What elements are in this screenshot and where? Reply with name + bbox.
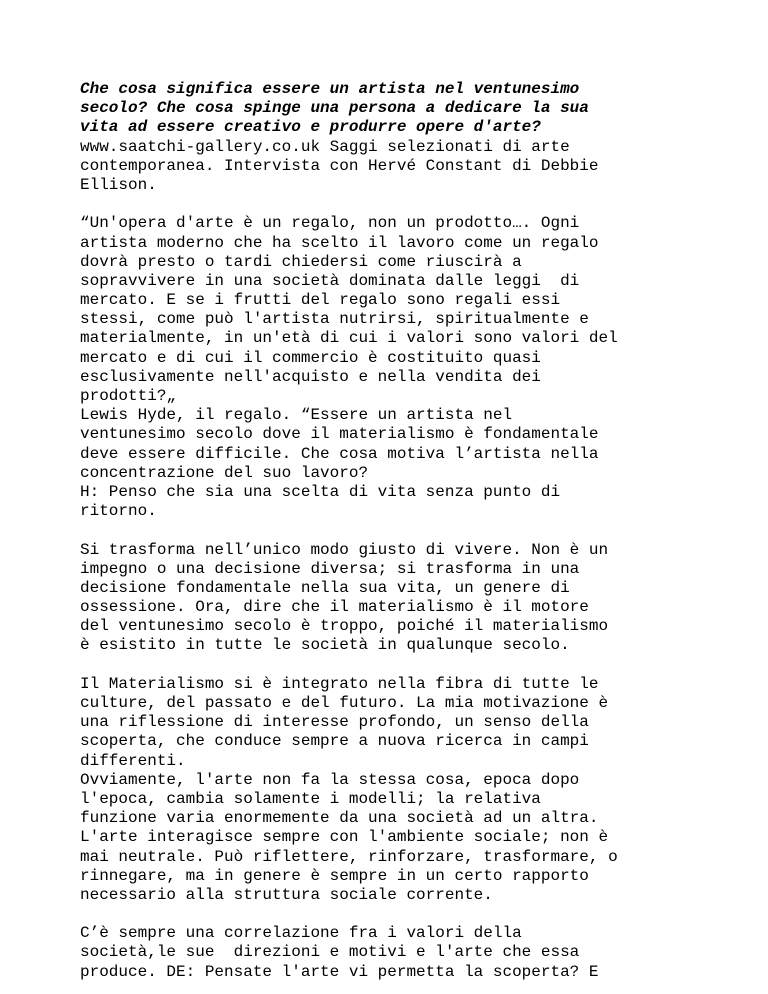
text-line: scoperta, che conduce sempre a nuova ricerca in campi: [80, 732, 589, 751]
text-line: società,le sue direzioni e motivi e l'arte che essa: [80, 943, 580, 962]
text-line: rinnegare, ma in genere è sempre in un certo rapporto: [80, 866, 589, 885]
text-line: materialmente, in un'età di cui i valori sono valori del: [80, 329, 618, 348]
text-line: prodotti?„: [80, 387, 177, 405]
heading-line: Che cosa significa essere un artista nel ventunesimo: [80, 80, 580, 98]
text-line: produce. DE: Pensate l'arte vi permetta la scoperta? E: [80, 962, 599, 981]
paragraph-2: [80, 541, 760, 656]
heading-line: vita ad essere creativo e produrre opere d'arte?: [80, 118, 541, 137]
text-line: concentrazione del suo lavoro?: [80, 463, 369, 482]
text-line: del ventunesimo secolo è troppo, poiché il materialismo: [80, 617, 609, 636]
text-line: “Un'opera d'arte è un regalo, non un prodotto…. Ogni: [80, 214, 580, 233]
text-line: ritorno.: [80, 502, 157, 521]
text-line: una riflessione di interesse profondo, un senso della: [80, 713, 589, 732]
text-line: mercato. E se i frutti del regalo sono regali essi: [80, 291, 561, 310]
paragraph-gap: [80, 656, 760, 675]
text-line: è esistito in tutte le società in qualunque secolo.: [80, 636, 570, 655]
text-line: mercato e di cui il commercio è costituito quasi: [80, 348, 541, 367]
heading-line: secolo? Che cosa spinge una persona a dedicare la sua: [80, 99, 589, 118]
text-line: dovrà presto o tardi chiedersi come riuscirà a: [80, 252, 522, 271]
paragraph-1: [80, 214, 760, 521]
text-line: impegno o una decisione diversa; si trasforma in una: [80, 559, 580, 578]
text-line: deve essere difficile. Che cosa motiva l’artista nella: [80, 444, 599, 463]
text-line: Lewis Hyde, il regalo. “Essere un artista nel: [80, 406, 513, 425]
intro-line: contemporanea. Intervista con Hervé Constant di Debbie: [80, 156, 599, 175]
text-line: differenti.: [80, 751, 186, 770]
text-line: decisione fondamentale nella sua vita, un genere di: [80, 578, 570, 597]
text-line: Si trasforma nell’unico modo giusto di vivere. Non è un: [80, 540, 609, 559]
text-line: sopravvivere in una società dominata dalle leggi di: [80, 271, 580, 290]
intro: [80, 138, 760, 196]
text-line: ventunesimo secolo dove il materialismo è fondamentale: [80, 425, 599, 444]
intro-line: www.saatchi-gallery.co.uk Saggi selezionati di arte: [80, 137, 570, 156]
text-line: necessario alla struttura sociale corrente.: [80, 885, 493, 904]
text-line: Il Materialismo si è integrato nella fibra di tutte le: [80, 674, 599, 693]
text-line: Ovviamente, l'arte non fa la stessa cosa, epoca dopo: [80, 770, 580, 789]
paragraph-3: [80, 675, 760, 905]
text-line: esclusivamente nell'acquisto e nella vendita dei: [80, 367, 541, 386]
text-line: C’è sempre una correlazione fra i valori della: [80, 924, 522, 943]
text-line: ossessione. Ora, dire che il materialismo è il motore: [80, 598, 589, 617]
text-line: l'epoca, cambia solamente i modelli; la relativa: [80, 789, 541, 808]
paragraph-gap: [80, 195, 760, 214]
text-line: artista moderno che ha scelto il lavoro come un regalo: [80, 233, 599, 252]
text-line: funzione varia enormemente da una società ad un altra.: [80, 809, 599, 828]
document-page: [80, 80, 760, 982]
text-line: stessi, come può l'artista nutrirsi, spiritualmente e: [80, 310, 589, 329]
paragraph-gap: [80, 905, 760, 924]
text-line: mai neutrale. Può riflettere, rinforzare, trasformare, o: [80, 847, 618, 866]
intro-line: Ellison.: [80, 175, 157, 194]
text-line: H: Penso che sia una scelta di vita senza punto di: [80, 482, 561, 501]
paragraph-gap: [80, 521, 760, 540]
paragraph-4: [80, 924, 760, 982]
text-line: L'arte interagisce sempre con l'ambiente sociale; non è: [80, 828, 609, 847]
heading: [80, 80, 760, 138]
text-line: culture, del passato e del futuro. La mia motivazione è: [80, 694, 609, 712]
